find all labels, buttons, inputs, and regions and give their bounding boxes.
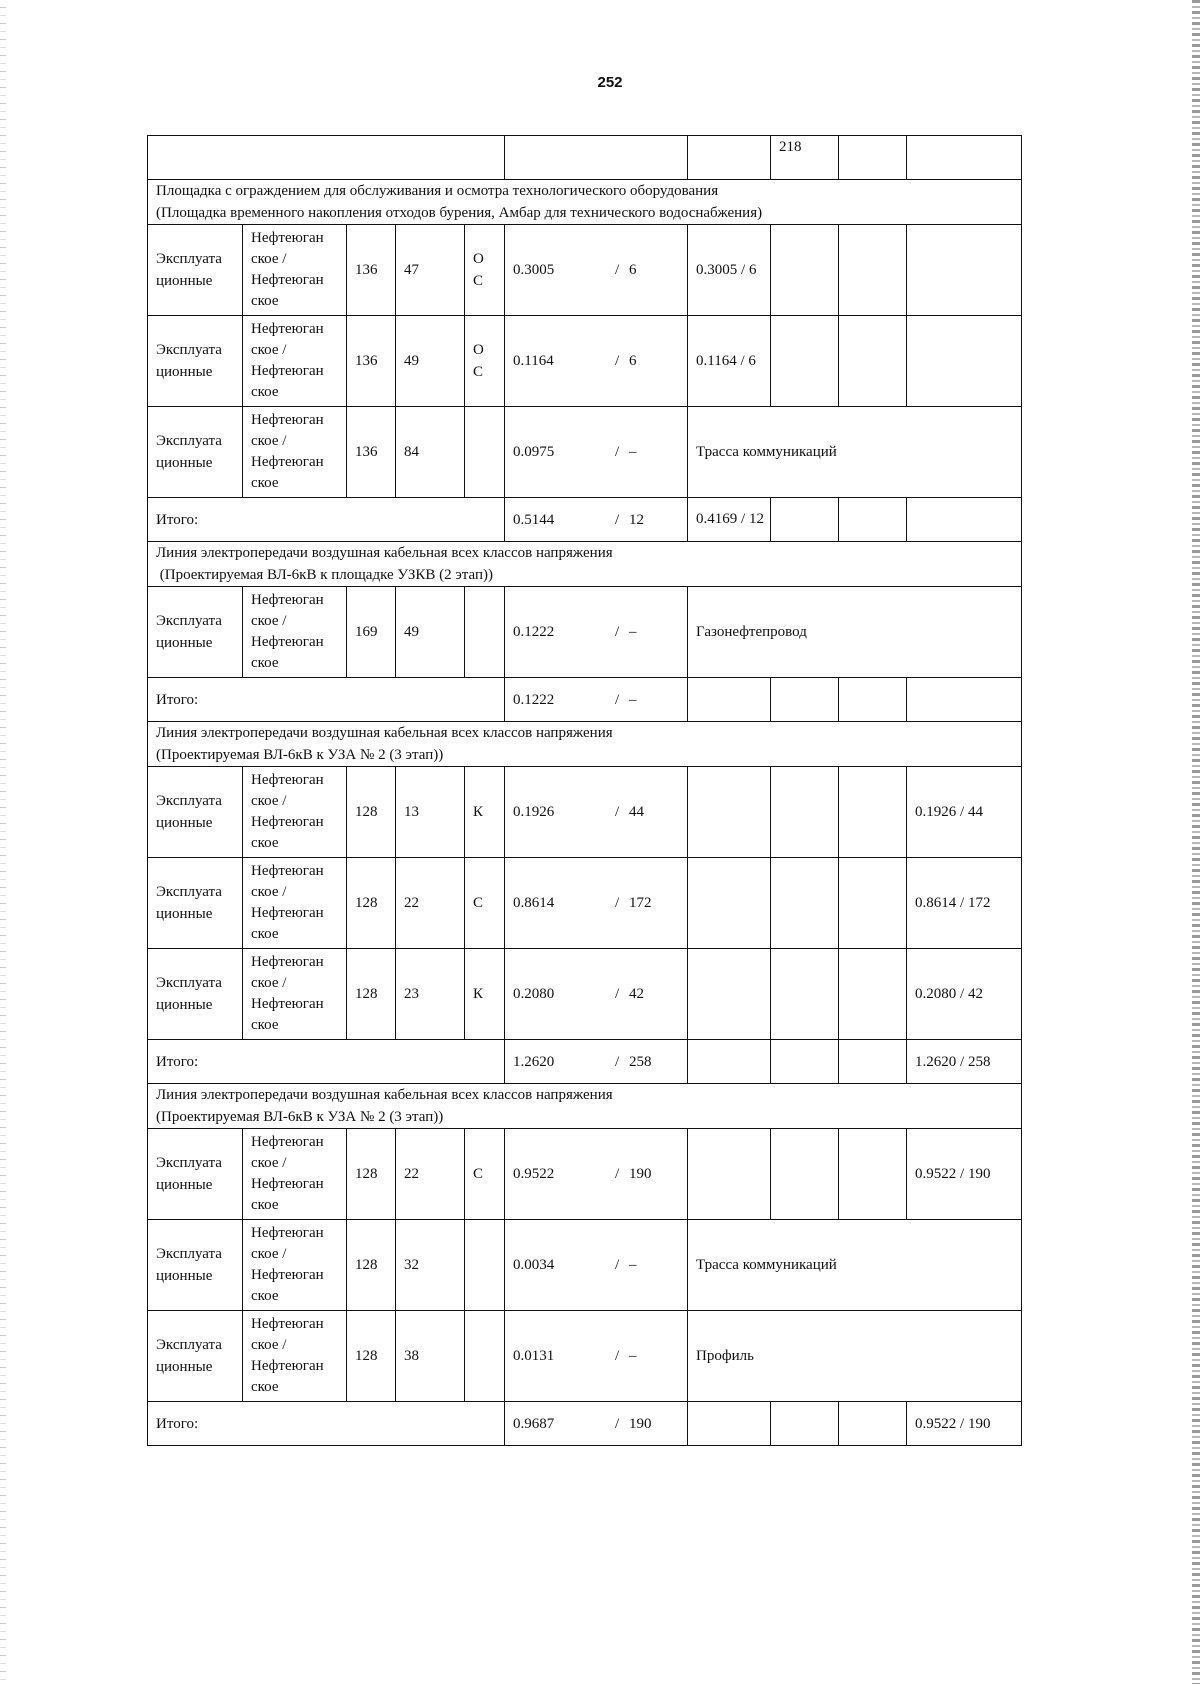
section-title-line1: Линия электропередачи воздушная кабельная всех классов напряжения	[156, 725, 613, 741]
vydel-cell: 47	[396, 225, 465, 316]
section-title-line2: (Проектируемая ВЛ-6кВ к УЗА № 2 (3 этап))	[156, 747, 444, 763]
area-count: 6	[629, 353, 637, 369]
code-cell: С	[465, 858, 505, 949]
area-count: –	[629, 1348, 637, 1364]
purpose-cell: Трасса коммуникаций	[688, 407, 1022, 498]
section-title-row	[148, 542, 1022, 587]
area-value: 0.1164	[513, 353, 554, 369]
o1-cell	[688, 1129, 771, 1220]
total-o4-cell	[907, 678, 1022, 722]
area-separator: /	[614, 895, 620, 911]
table-row	[148, 407, 1022, 498]
o1-cell	[688, 767, 771, 858]
area-separator: /	[614, 691, 620, 708]
table-row	[148, 767, 1022, 858]
code-cell: О С	[465, 225, 505, 316]
total-o2-cell	[771, 1402, 839, 1446]
section-title	[148, 1084, 1022, 1129]
total-row	[148, 1040, 1022, 1084]
area-value: 0.2080	[513, 986, 555, 1002]
area-value: 0.0975	[513, 444, 555, 460]
kvartal-cell: 136	[347, 407, 396, 498]
forestry-cell: Нефтеюган ское / Нефтеюган ское	[243, 858, 347, 949]
section-title-line2: (Площадка временного накопления отходов бурения, Амбар для технического водоснабжения)	[156, 205, 763, 221]
area-value: 0.1926	[513, 804, 555, 820]
scan-edge-left	[0, 0, 6, 1684]
o4-cell	[907, 225, 1022, 316]
o3-cell	[839, 858, 907, 949]
vydel-cell: 38	[396, 1311, 465, 1402]
area-count: 190	[629, 1166, 652, 1182]
o3-cell	[839, 316, 907, 407]
area-separator: /	[614, 1257, 620, 1273]
total-row	[148, 498, 1022, 542]
kvartal-cell: 128	[347, 1311, 396, 1402]
section-title-line1: Линия электропередачи воздушная кабельная всех классов напряжения	[156, 1087, 613, 1103]
area-count: 258	[629, 1053, 652, 1070]
o2-cell	[771, 858, 839, 949]
vydel-cell: 32	[396, 1220, 465, 1311]
table-row	[148, 858, 1022, 949]
area-separator: /	[614, 262, 620, 278]
area-separator: /	[614, 624, 620, 640]
area-cell	[505, 498, 688, 542]
area-cell	[505, 949, 688, 1040]
area-cell	[505, 587, 688, 678]
section-title	[148, 542, 1022, 587]
section-title	[148, 722, 1022, 767]
area-cell	[505, 858, 688, 949]
area-value: 0.0034	[513, 1257, 555, 1273]
area-separator: /	[614, 986, 620, 1002]
o2-cell	[771, 767, 839, 858]
category-cell: Эксплуата ционные	[148, 407, 243, 498]
kvartal-cell: 136	[347, 225, 396, 316]
code-cell: К	[465, 949, 505, 1040]
area-value: 0.9522	[513, 1166, 555, 1182]
total-o1-cell	[688, 678, 771, 722]
category-cell: Эксплуата ционные	[148, 1129, 243, 1220]
total-o4-cell	[907, 498, 1022, 542]
total-o3-cell	[839, 678, 907, 722]
table-row	[148, 949, 1022, 1040]
section-title-line2: (Проектируемая ВЛ-6кВ к площадке УЗКВ (2 этап))	[156, 567, 494, 583]
total-o1-cell: 0.4169 / 12	[688, 498, 771, 542]
total-label: Итого:	[148, 498, 505, 542]
area-value: 0.1222	[513, 691, 555, 708]
vydel-cell: 22	[396, 1129, 465, 1220]
o3-cell	[839, 225, 907, 316]
total-o4-cell: 0.9522 / 190	[907, 1402, 1022, 1446]
area-count: –	[629, 444, 637, 460]
forestry-cell: Нефтеюган ское / Нефтеюган ское	[243, 587, 347, 678]
area-count: 42	[629, 986, 645, 1002]
forestry-cell: Нефтеюган ское / Нефтеюган ское	[243, 767, 347, 858]
vydel-cell: 49	[396, 316, 465, 407]
kvartal-cell: 128	[347, 949, 396, 1040]
forestry-cell: Нефтеюган ское / Нефтеюган ское	[243, 316, 347, 407]
area-count: 172	[629, 895, 652, 911]
o2-cell	[771, 316, 839, 407]
area-cell	[505, 316, 688, 407]
table-header-row	[148, 136, 1022, 180]
kvartal-cell: 169	[347, 587, 396, 678]
table-row	[148, 1129, 1022, 1220]
section-title-line2: (Проектируемая ВЛ-6кВ к УЗА № 2 (3 этап))	[156, 1109, 444, 1125]
total-o2-cell	[771, 678, 839, 722]
kvartal-cell: 128	[347, 858, 396, 949]
forestry-cell: Нефтеюган ское / Нефтеюган ское	[243, 949, 347, 1040]
table-row	[148, 316, 1022, 407]
area-separator: /	[614, 1348, 620, 1364]
code-cell	[465, 1220, 505, 1311]
o1-cell: 0.1164 / 6	[688, 316, 771, 407]
o1-cell	[688, 949, 771, 1040]
area-value: 0.8614	[513, 895, 555, 911]
area-cell	[505, 1402, 688, 1446]
kvartal-cell: 128	[347, 767, 396, 858]
section-title-row	[148, 1084, 1022, 1129]
table-row	[148, 1311, 1022, 1402]
category-cell: Эксплуата ционные	[148, 949, 243, 1040]
vydel-cell: 49	[396, 587, 465, 678]
total-o4-cell: 1.2620 / 258	[907, 1040, 1022, 1084]
category-cell: Эксплуата ционные	[148, 767, 243, 858]
header-cell-left	[148, 136, 505, 180]
section-title-line1: Площадка с ограждением для обслуживания и осмотра технологического оборудования	[156, 183, 719, 199]
o4-cell: 0.1926 / 44	[907, 767, 1022, 858]
header-cell-o2: 218	[771, 136, 839, 180]
o4-cell	[907, 316, 1022, 407]
forestry-cell: Нефтеюган ское / Нефтеюган ское	[243, 1220, 347, 1311]
code-cell	[465, 587, 505, 678]
o1-cell: 0.3005 / 6	[688, 225, 771, 316]
o2-cell	[771, 949, 839, 1040]
kvartal-cell: 136	[347, 316, 396, 407]
forest-plots-table	[147, 135, 1022, 1446]
kvartal-cell: 128	[347, 1220, 396, 1311]
total-o2-cell	[771, 498, 839, 542]
total-o2-cell	[771, 1040, 839, 1084]
table-row	[148, 225, 1022, 316]
o3-cell	[839, 767, 907, 858]
header-cell-o3	[839, 136, 907, 180]
area-count: –	[629, 1257, 637, 1273]
area-cell	[505, 1129, 688, 1220]
area-count: 44	[629, 804, 645, 820]
area-separator: /	[614, 444, 620, 460]
area-cell	[505, 225, 688, 316]
area-count: 190	[629, 1415, 652, 1432]
vydel-cell: 13	[396, 767, 465, 858]
area-value: 0.5144	[513, 511, 555, 528]
scan-edge-right	[1192, 0, 1200, 1684]
category-cell: Эксплуата ционные	[148, 225, 243, 316]
area-value: 0.0131	[513, 1348, 555, 1364]
total-o1-cell	[688, 1040, 771, 1084]
total-row	[148, 678, 1022, 722]
table-row	[148, 1220, 1022, 1311]
total-label: Итого:	[148, 1402, 505, 1446]
area-value: 0.9687	[513, 1415, 555, 1432]
area-value: 0.3005	[513, 262, 555, 278]
area-separator: /	[614, 1415, 620, 1432]
vydel-cell: 23	[396, 949, 465, 1040]
forestry-cell: Нефтеюган ское / Нефтеюган ское	[243, 1311, 347, 1402]
area-count: 6	[629, 262, 637, 278]
section-title-row	[148, 722, 1022, 767]
code-cell	[465, 1311, 505, 1402]
o4-cell: 0.9522 / 190	[907, 1129, 1022, 1220]
header-cell-area	[505, 136, 688, 180]
o1-cell	[688, 858, 771, 949]
area-cell	[505, 1040, 688, 1084]
purpose-cell: Газонефтепровод	[688, 587, 1022, 678]
category-cell: Эксплуата ционные	[148, 316, 243, 407]
area-value: 1.2620	[513, 1053, 555, 1070]
page-number: 252	[597, 74, 623, 91]
area-separator: /	[614, 804, 620, 820]
category-cell: Эксплуата ционные	[148, 1311, 243, 1402]
header-cell-o1	[688, 136, 771, 180]
area-separator: /	[614, 511, 620, 528]
area-separator: /	[614, 1053, 620, 1070]
table-row	[148, 587, 1022, 678]
area-cell	[505, 767, 688, 858]
o4-cell: 0.2080 / 42	[907, 949, 1022, 1040]
area-cell	[505, 1311, 688, 1402]
code-cell: О С	[465, 316, 505, 407]
area-count: –	[629, 624, 637, 640]
section-title-line1: Линия электропередачи воздушная кабельная всех классов напряжения	[156, 545, 613, 561]
category-cell: Эксплуата ционные	[148, 858, 243, 949]
total-row	[148, 1402, 1022, 1446]
section-title-row	[148, 180, 1022, 225]
area-separator: /	[614, 1166, 620, 1182]
section-title	[148, 180, 1022, 225]
o2-cell	[771, 1129, 839, 1220]
total-o3-cell	[839, 1402, 907, 1446]
vydel-cell: 22	[396, 858, 465, 949]
area-count: –	[629, 691, 637, 708]
area-cell	[505, 678, 688, 722]
code-cell: К	[465, 767, 505, 858]
code-cell	[465, 407, 505, 498]
vydel-cell: 84	[396, 407, 465, 498]
category-cell: Эксплуата ционные	[148, 587, 243, 678]
total-label: Итого:	[148, 678, 505, 722]
area-count: 12	[629, 511, 645, 528]
purpose-cell: Трасса коммуникаций	[688, 1220, 1022, 1311]
area-cell	[505, 1220, 688, 1311]
o2-cell	[771, 225, 839, 316]
total-label: Итого:	[148, 1040, 505, 1084]
total-o3-cell	[839, 1040, 907, 1084]
category-cell: Эксплуата ционные	[148, 1220, 243, 1311]
purpose-cell: Профиль	[688, 1311, 1022, 1402]
total-o3-cell	[839, 498, 907, 542]
header-cell-o4	[907, 136, 1022, 180]
forestry-cell: Нефтеюган ское / Нефтеюган ское	[243, 1129, 347, 1220]
o4-cell: 0.8614 / 172	[907, 858, 1022, 949]
kvartal-cell: 128	[347, 1129, 396, 1220]
area-separator: /	[614, 353, 620, 369]
o3-cell	[839, 949, 907, 1040]
forestry-cell: Нефтеюган ское / Нефтеюган ское	[243, 407, 347, 498]
o3-cell	[839, 1129, 907, 1220]
code-cell: С	[465, 1129, 505, 1220]
area-value: 0.1222	[513, 624, 555, 640]
table-body	[148, 136, 1022, 1446]
forestry-cell: Нефтеюган ское / Нефтеюган ское	[243, 225, 347, 316]
area-cell	[505, 407, 688, 498]
total-o1-cell	[688, 1402, 771, 1446]
